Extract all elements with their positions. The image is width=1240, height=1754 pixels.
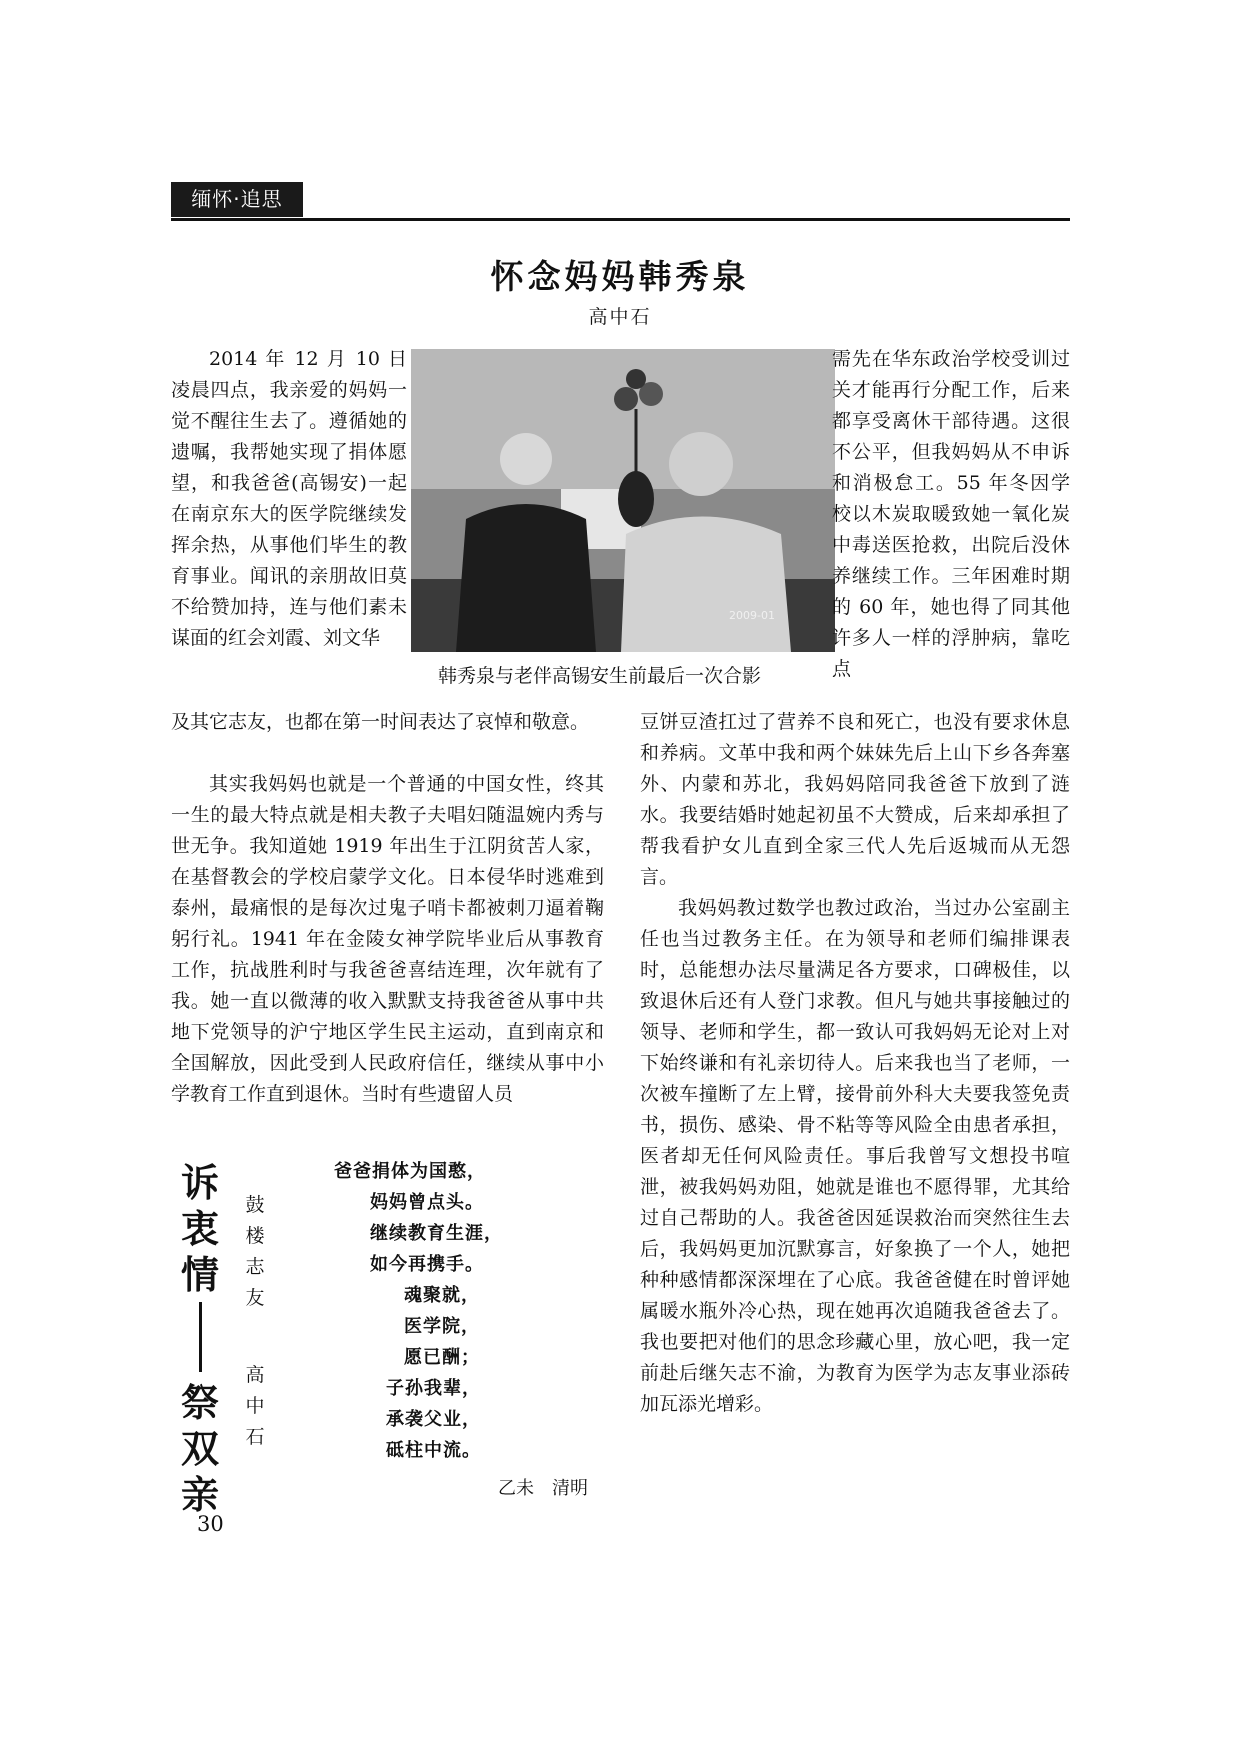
poem-title-part2: 祭双亲 xyxy=(180,1381,219,1517)
poem-author-group: 鼓楼志友 xyxy=(245,1194,265,1309)
poem-signature: 乙未 清明 xyxy=(498,1478,588,1499)
couple-photo xyxy=(411,349,835,652)
paragraph-2: 其实我妈妈也就是一个普通的中国女性，终其一生的最大特点就是相夫教子夫唱妇随温婉内秀与世无争。我知道她 1919 年出生于江阴贫苦人家，在基督教会的学校启蒙学文化。日本侵华时逃难到泰州，最痛恨的是每次过鬼子哨卡都被刺刀逼着鞠躬行礼。1941 年在金陵女神学院毕业后从事教育工作，抗战胜利时与我爸爸喜结连理，次年就有了我。她一直以微薄的收入默默支持我爸爸从事中共地下党领导的沪宁地区学生民主运动，直到南京和全国解放，因此受到人民政府信任，继续从事中小学教育工作直到退休。当时有些遗留人员 xyxy=(171,773,604,1105)
article-title: 怀念妈妈韩秀泉 xyxy=(490,257,750,296)
poem-title-part1: 诉衷情 xyxy=(180,1161,219,1297)
photo-illustration xyxy=(411,349,835,652)
page-number: 30 xyxy=(197,1512,224,1536)
poem-line: 子孙我辈， xyxy=(386,1378,481,1399)
poem-line: 继续教育生涯， xyxy=(370,1223,503,1244)
poem-line: 愿已酬； xyxy=(404,1347,480,1368)
photo-caption: 韩秀泉与老伴高锡安生前最后一次合影 xyxy=(438,665,762,687)
poem-author-name: 高中石 xyxy=(245,1364,265,1448)
poem-line: 爸爸捐体为国憨， xyxy=(334,1161,486,1182)
header-rule xyxy=(171,218,1070,221)
paragraph-3: 我妈妈教过数学也教过政治，当过办公室副主任也当过教务主任。在为领导和老师们编排课表时，总能想办法尽量满足各方要求，口碑极佳，以致退休后还有人登门求教。但凡与她共事接触过的领导、老师和学生，都一致认可我妈妈无论对上对下始终谦和有礼亲切待人。后来我也当了老师，一次被车撞断了左上臂，接骨前外科大夫要我签免责书，损伤、感染、骨不粘等等风险全由患者承担，医者却无任何风险责任。事后我曾写文想投书喧泄，被我妈妈劝阻，她就是谁也不愿得罪，尤其给过自己帮助的人。我爸爸因延误救治而突然往生去后，我妈妈更加沉默寡言，好象换了一个人，她把种种感情都深深埋在了心底。我爸爸健在时曾评她属暖水瓶外冷心热，现在她再次追随我爸爸去了。我也要把对他们的思念珍藏心里，放心吧，我一定前赴后继矢志不渝，为教育为医学为志友事业添砖加瓦添光增彩。 xyxy=(640,897,1070,1415)
paragraph-1-end: 及其它志友，也都在第一时间表达了哀悼和敬意。 xyxy=(171,711,590,733)
poem-lines xyxy=(320,1156,620,1466)
paragraph-2-right: 需先在华东政治学校受训过关才能再行分配工作，后来都享受离休干部待遇。这很不公平，但我妈妈从不申诉和消极怠工。55 年冬因学校以木炭取暖致她一氧化炭中毒送医抢救，出院后没休养继续工作。三年困难时期的 60 年，她也得了同其他许多人一样的浮肿病，靠吃点 xyxy=(832,348,1070,680)
poem-line: 妈妈曾点头。 xyxy=(370,1192,484,1213)
section-label: 缅怀·追思 xyxy=(171,182,303,217)
poem-line: 医学院， xyxy=(404,1316,480,1337)
poem-line: 砥柱中流。 xyxy=(386,1440,481,1461)
article-author: 高中石 xyxy=(588,306,652,328)
poem-title-dash xyxy=(199,1302,202,1372)
poem-title xyxy=(168,1160,232,1518)
paragraph-1-left: 2014 年 12 月 10 日凌晨四点，我亲爱的妈妈一觉不醒往生去了。遵循她的遗嘱，我帮她实现了捐体愿望，和我爸爸(高锡安)一起在南京东大的医学院继续发挥余热，从事他们毕生的教育事业。闻讯的亲朋故旧莫不给赞加持，连与他们素未谋面的红会刘霞、刘文华 xyxy=(171,348,407,649)
poem-line: 魂聚就， xyxy=(404,1285,480,1306)
photo-date-stamp: 2009-01 xyxy=(729,609,775,622)
poem-line: 如今再携手。 xyxy=(370,1254,484,1275)
poem-line: 承袭父业， xyxy=(386,1409,481,1430)
paragraph-2-continued: 豆饼豆渣扛过了营养不良和死亡，也没有要求休息和养病。文革中我和两个妹妹先后上山下乡各奔塞外、内蒙和苏北，我妈妈陪同我爸爸下放到了涟水。我要结婚时她起初虽不大赞成，后来却承担了帮我看护女儿直到全家三代人先后返城而从无怨言。 xyxy=(640,711,1070,888)
